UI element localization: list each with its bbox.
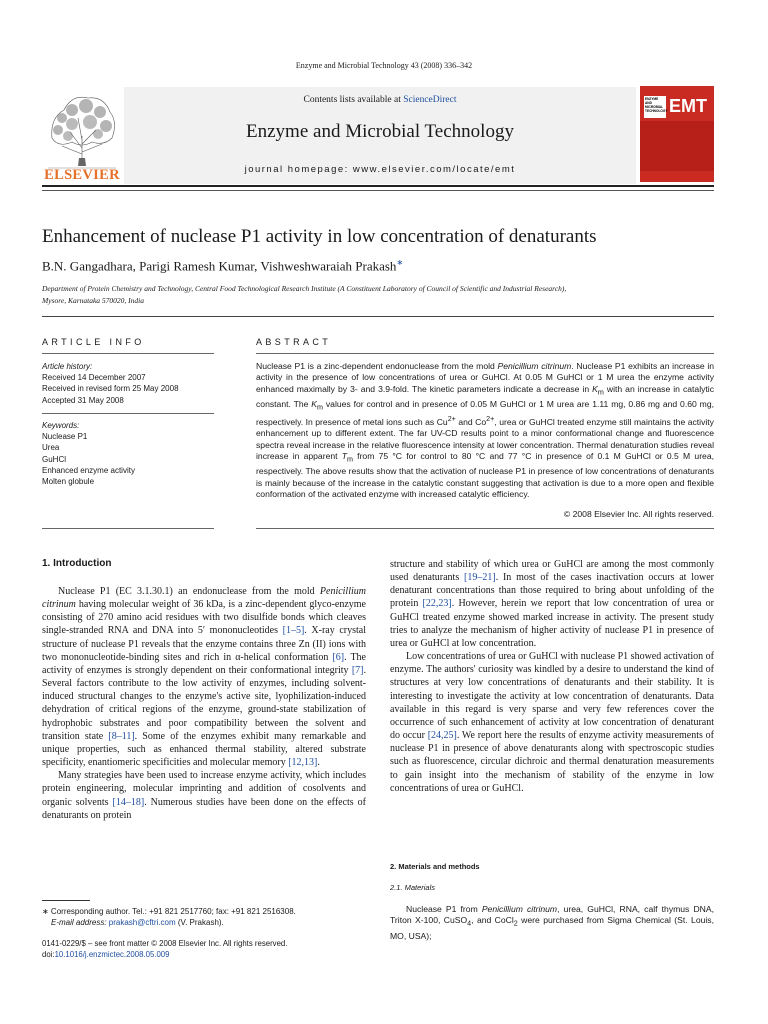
- citation-link[interactable]: [19–21]: [464, 572, 496, 584]
- keywords-label: Keywords:: [42, 421, 80, 430]
- author-list: [42, 258, 403, 274]
- keywords-list: [42, 420, 214, 487]
- article-info-heading: ARTICLE INFO: [42, 337, 145, 347]
- authors-text: B.N. Gangadhara, Parigi Ramesh Kumar, Vishweshwaraiah Prakash: [42, 258, 397, 274]
- keyword: Nuclease P1: [42, 432, 88, 442]
- footnote-email: E-mail address: prakash@cftri.com (V. Prakash).: [51, 918, 224, 928]
- sciencedirect-link[interactable]: ScienceDirect: [403, 95, 457, 105]
- affiliation-line-2: Mysore, Karnataka 570020, India: [42, 296, 145, 305]
- cover-abbrev: EMT: [669, 96, 707, 116]
- intro-paragraph-2-continued: structure and stability of which urea or GuHCl are among the most commonly used denaturants [19–21]. In most of the cases inactivation occurs at lower denaturant concentrations than those required to bring about unfolding of the protein [22,23]. However, herein we report that low concentration of urea or GuHCl treated enzyme showed marked increase in activity. The present study tries to analyze the mechanism of higher activity of nuclease P1 in presence of urea or GuHCl at low concentration.: [390, 559, 714, 649]
- header-rule-thin: [42, 190, 714, 191]
- journal-title: Enzyme and Microbial Technology: [246, 121, 514, 142]
- issn-line: 0141-0229/$ – see front matter © 2008 Elsevier Inc. All rights reserved.: [42, 939, 288, 948]
- header-rule-thick: [42, 185, 714, 187]
- article-title: Enhancement of nuclease P1 activity in low concentration of denaturants: [42, 226, 597, 247]
- contents-line: [124, 95, 636, 105]
- citation-link[interactable]: [8–11]: [108, 730, 135, 742]
- body-column-left: [42, 585, 366, 822]
- history-rule: [42, 413, 214, 414]
- history-label: Article history:: [42, 362, 93, 371]
- cover-strip: [640, 121, 714, 171]
- copyright-notice: © 2008 Elsevier Inc. All rights reserved.: [563, 509, 714, 519]
- citation-link[interactable]: [14–18]: [112, 796, 145, 808]
- article-history: [42, 361, 214, 406]
- history-received: Received 14 December 2007: [42, 373, 146, 383]
- intro-paragraph-2: Many strategies have been used to increase enzyme activity, which includes protein engineering, molecular imprinting and addition of cosolvents and organic solvents [14–18]. Numerous studies have been done on the effects of denaturants on protein: [42, 770, 366, 821]
- contents-prefix: Contents lists available at: [303, 95, 404, 105]
- affiliation-line-1: Department of Protein Chemistry and Technology, Central Food Technological Research Institute (A Constituent Laboratory of Council of Scientific and Industrial Research),: [42, 284, 567, 293]
- footnote-contact: ∗ Corresponding author. Tel.: +91 821 2517760; fax: +91 821 2516308.: [42, 907, 296, 916]
- intro-paragraph-1: Nuclease P1 (EC 3.1.30.1) an endonuclease from the mold Penicillium citrinum having molecular weight of 36 kDa, is a zinc-dependent glyco-enzyme consisting of 270 amino acid residues with two disulfide bonds which cleaves single-stranded RNA and DNA into 5′ mononucleotides [1–5]. X-ray crystal structure of nuclease P1 reveals that the enzyme contains three Zn (II) ions with two mononucleotide-binding sites and rich in α-helical conformation [6]. The activity of enzymes is strongly dependent on their conformational integrity [7]. Several factors contribute to the low activity of enzymes, including solvent-induced structural changes to the enzyme's active site, lyophilization-induced dehydration of critical regions of the enzyme, ground-state stabilization of hydrophobic substrates and poor compatibility between the solvent and transition state [8–11]. Some of the enzymes exhibit many remarkable and unique properties, such as enhanced thermal stability, altered substrate specificity, enantiomeric specificities and molecular memory [12,13].: [42, 586, 366, 769]
- corresponding-author-footnote: [42, 906, 366, 928]
- footnote-rule: [42, 900, 90, 901]
- keyword: GuHCl: [42, 454, 67, 464]
- body-column-right: [390, 558, 714, 795]
- abstract-end-rule: [256, 528, 714, 529]
- intro-paragraph-3: Low concentrations of urea or GuHCl with nuclease P1 showed activation of enzyme. The authors' curiosity was kindled by a desire to understand the kind of structures at very low concentrations of denaturants and their stability. It is interesting to investigate the activity at low concentration of denaturants. Data available in this regard is very sparse and very few references cover the occurrence of such enhancement of activity at low concentration of denaturant do occur [24,25]. We report here the results of enzyme activity measurements of nuclease P1 in presence of above denaturants along with spectroscopic studies such as fluorescence, circular dichroic and thermal denaturation measurements to gain insight into the mechanism of stability of the enzyme in low concentrations of urea or GuHCl.: [390, 651, 714, 794]
- affiliation: [42, 283, 714, 307]
- materials-subheading: 2.1. Materials: [390, 883, 436, 892]
- citation-link[interactable]: [6]: [332, 651, 345, 663]
- citation-link[interactable]: [7]: [351, 664, 364, 676]
- keyword: Urea: [42, 443, 60, 453]
- history-accepted: Accepted 31 May 2008: [42, 395, 124, 405]
- elsevier-wordmark: ELSEVIER: [44, 167, 120, 183]
- abstract-rule: [256, 353, 714, 354]
- keyword: Molten globule: [42, 477, 95, 487]
- doi-line: doi:10.1016/j.enzmictec.2008.05.009: [42, 950, 170, 959]
- introduction-heading: 1. Introduction: [42, 558, 112, 569]
- corresponding-author-mark[interactable]: ∗: [396, 258, 404, 267]
- citation-link[interactable]: [1–5]: [282, 625, 305, 637]
- materials-paragraph: Nuclease P1 from Penicillium citrinum, urea, GuHCl, RNA, calf thymus DNA, Triton X-100, CuSO$_4$, and CoCl$_2$ were purchased from Sigma Chemical (St. Louis, MO, USA);: [390, 904, 714, 941]
- journal-homepage[interactable]: journal homepage: www.elsevier.com/locate/emt: [244, 164, 516, 175]
- doi-link[interactable]: 10.1016/j.enzmictec.2008.05.009: [54, 950, 170, 959]
- abstract-text: Nuclease P1 is a zinc-dependent endonuclease from the mold Penicillium citrinum. Nuclease P1 exhibits an increase in activity in the presence of low concentrations of urea or GuHCl. At 0.05 M GuHCl or 1 M urea the enzyme activity enhanced maximally by 3- and 3.9-fold. The kinetic parameters indicate a decrease in $K_m$ with an increase in catalytic constant. The $K_m$ values for control and in presence of 0.05 M GuHCl or 1 M urea are 1.11 mg, 0.86 mg and 0.60 mg, respectively. In presence of metal ions such as $Cu^{2+}$ and $Co^{2+}$, urea or GuHCl treated enzyme still maintains the activity enhancement up to different extent. The far UV-CD results point to a minor conformational change and fluorescence spectra reveal increase in the relative fluorescence intensity at lower concentration. Thermal denaturation studies reveal increase in apparent $T_m$ from 75 °C for control to 80 °C and 77 °C in presence of 0.1 M GuHCl or 0.5 M urea, respectively. The above results show that the activation of nuclease P1 in presence of low concentrations of denaturants is mainly because of the increase in the catalytic constant suggesting that activation is due to a more open and flexible conformation of the activated enzyme with increased catalytic efficiency.: [256, 361, 715, 500]
- methods-heading: 2. Materials and methods: [390, 862, 480, 871]
- email-link[interactable]: prakash@cftri.com: [108, 918, 176, 928]
- keywords-rule: [42, 528, 214, 529]
- running-head: Enzyme and Microbial Technology 43 (2008) 336–342: [295, 61, 473, 70]
- article-info-rule: [42, 353, 214, 354]
- abstract-heading: ABSTRACT: [256, 337, 332, 347]
- cover-title-box: ENZYME AND MICROBIAL TECHNOLOGY: [644, 96, 666, 118]
- citation-link[interactable]: [24,25]: [427, 730, 457, 742]
- keyword: Enhanced enzyme activity: [42, 465, 135, 475]
- journal-cover-thumbnail: [640, 86, 714, 182]
- citation-link[interactable]: [12,13]: [288, 757, 318, 769]
- history-revised: Received in revised form 25 May 2008: [42, 384, 179, 394]
- citation-link[interactable]: [22,23]: [422, 598, 452, 610]
- title-rule: [42, 316, 714, 317]
- footer-issn-doi: [42, 938, 366, 960]
